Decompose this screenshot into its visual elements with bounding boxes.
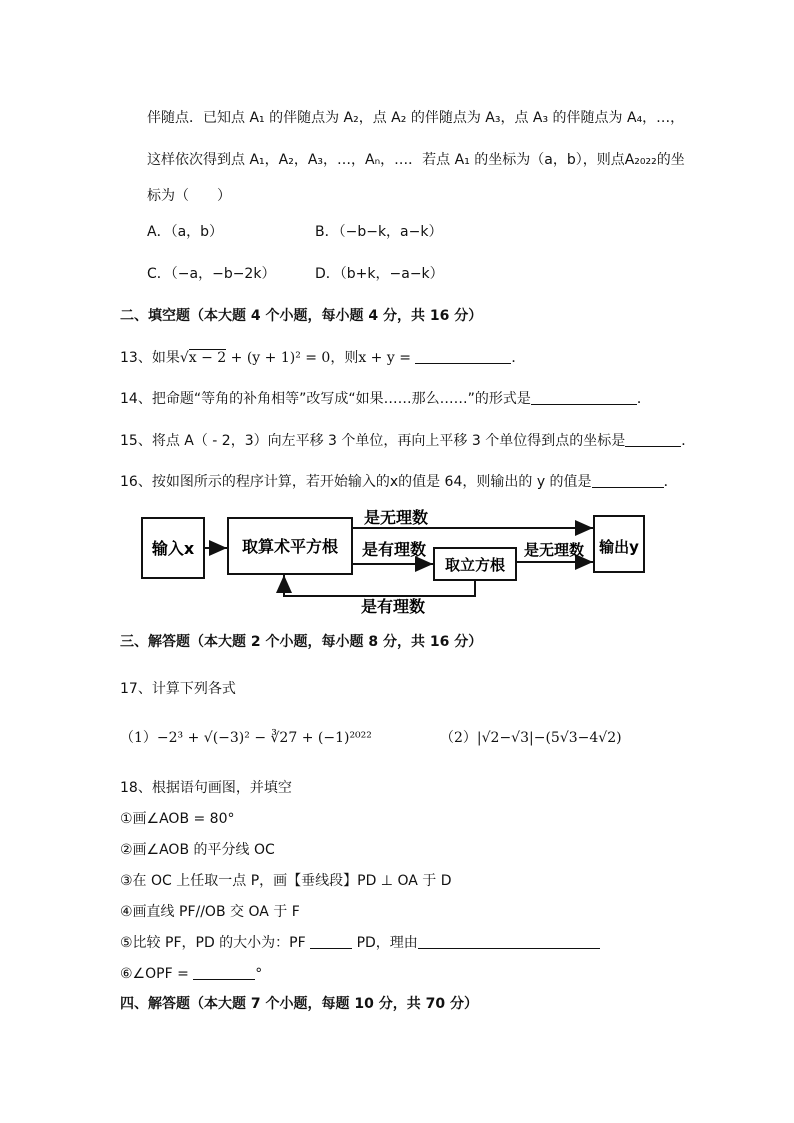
q18-step-5-text-a: ⑤比较 PF，PD 的大小为：PF — [120, 935, 311, 951]
q18-compare-blank[interactable] — [310, 934, 352, 949]
flow-output-label: 输出y — [599, 538, 639, 556]
q16-text: 16、按如图所示的程序计算，若开始输入的x的值是 64，则输出的 y 的值是 — [120, 474, 592, 490]
q18-step-2 — [120, 840, 275, 860]
flow-label-right: 是无理数 — [523, 541, 585, 559]
q12-option-b-text: B．（−b−k，a−k） — [315, 224, 443, 240]
flow-label-top: 是无理数 — [363, 508, 429, 527]
section-3-heading — [120, 632, 482, 652]
q13-answer-blank[interactable] — [415, 349, 511, 364]
q18-step-6-text-b: ° — [255, 966, 263, 982]
q16-answer-blank[interactable] — [592, 473, 664, 488]
q17-part-1-text: （1）−2³ + √(−3)² − ∛27 + (−1)²⁰²² — [120, 730, 372, 746]
flow-label-bottom: 是有理数 — [360, 597, 426, 616]
q13-sqrt: √x − 2 — [179, 350, 227, 366]
q14-text: 14、把命题“等角的补角相等”改写成“如果……那么……”的形式是 — [120, 391, 531, 407]
flow-label-mid: 是有理数 — [361, 540, 427, 559]
q12-line1 — [147, 108, 684, 128]
flow-input-label: 输入x — [151, 539, 195, 558]
q15-answer-blank[interactable] — [625, 432, 681, 447]
q18-step-6 — [120, 964, 262, 984]
q12-line3-text: 标为（ ） — [147, 188, 231, 204]
q18-reason-blank[interactable] — [418, 934, 600, 949]
q18-step-5-text-b: PD，理由 — [352, 935, 418, 951]
q18-step-3 — [120, 871, 452, 891]
q12-option-a — [147, 222, 223, 242]
q17-part-2-text: （2）|√2−√3|−(5√3−4√2) — [440, 730, 622, 746]
q17-title-text: 17、计算下列各式 — [120, 681, 236, 697]
section-2-heading-text: 二、填空题（本大题 4 个小题，每小题 4 分，共 16 分） — [120, 308, 483, 324]
q12-line2 — [147, 150, 685, 170]
q12-option-c — [147, 264, 275, 284]
question-13 — [120, 348, 525, 368]
program-flowchart — [130, 504, 660, 624]
q18-step-1-text: ①画∠AOB = 80° — [120, 811, 235, 827]
q12-line1-text: 伴随点．已知点 A₁ 的伴随点为 A₂，点 A₂ 的伴随点为 A₃，点 A₃ 的伴随点为 A₄，…， — [147, 110, 685, 126]
q18-step-4-text: ④画直线 PF//OB 交 OA 于 F — [120, 904, 300, 920]
q12-line3 — [147, 186, 231, 206]
q14-answer-blank[interactable] — [531, 390, 637, 405]
question-17-title — [120, 679, 236, 699]
q15-text: 15、将点 A（ - 2，3）向左平移 3 个单位，再向上平移 3 个单位得到点的坐标是 — [120, 433, 626, 449]
question-18-title — [120, 778, 292, 798]
q18-step-4 — [120, 902, 300, 922]
q14-end: ． — [636, 391, 651, 407]
q12-option-a-text: A．（a，b） — [147, 224, 224, 240]
q13-prefix: 13、如果 — [120, 350, 180, 366]
q16-end: ． — [663, 474, 678, 490]
q18-title-text: 18、根据语句画图，并填空 — [120, 780, 292, 796]
section-3-heading-text: 三、解答题（本大题 2 个小题，每小题 8 分，共 16 分） — [120, 634, 483, 650]
section-4-heading-text: 四、解答题（本大题 7 个小题，每题 10 分，共 70 分） — [120, 996, 478, 1012]
q18-step-2-text: ②画∠AOB 的平分线 OC — [120, 842, 275, 858]
q12-line2-text: 这样依次得到点 A₁，A₂，A₃，…，Aₙ，…．若点 A₁ 的坐标为（a，b），则点A₂₀₂₂的坐 — [147, 152, 685, 168]
q15-end: ． — [681, 433, 696, 449]
q13-end: ． — [511, 350, 526, 366]
q18-step-3-text: ③在 OC 上任取一点 P，画【垂线段】PD ⊥ OA 于 D — [120, 873, 452, 889]
question-16 — [120, 472, 678, 492]
flow-sqrt-label: 取算术平方根 — [241, 537, 339, 556]
question-17-part-1 — [120, 728, 372, 748]
question-14 — [120, 389, 651, 409]
question-17-part-2 — [440, 728, 622, 748]
q12-option-b — [315, 222, 442, 242]
q18-step-5 — [120, 933, 600, 953]
q12-option-d-text: D．（b+k，−a−k） — [315, 266, 444, 282]
section-2-heading — [120, 306, 482, 326]
question-15 — [120, 431, 695, 451]
q13-mid: + (y + 1)² = 0，则x + y = — [226, 350, 416, 366]
q18-angle-blank[interactable] — [193, 965, 255, 980]
q18-step-1 — [120, 809, 235, 829]
flow-cbrt-label: 取立方根 — [444, 556, 506, 574]
section-4-heading — [120, 994, 478, 1014]
q18-step-6-text-a: ⑥∠OPF = — [120, 966, 194, 982]
q12-option-c-text: C．（−a，−b−2k） — [147, 266, 276, 282]
q12-option-d — [315, 264, 444, 284]
